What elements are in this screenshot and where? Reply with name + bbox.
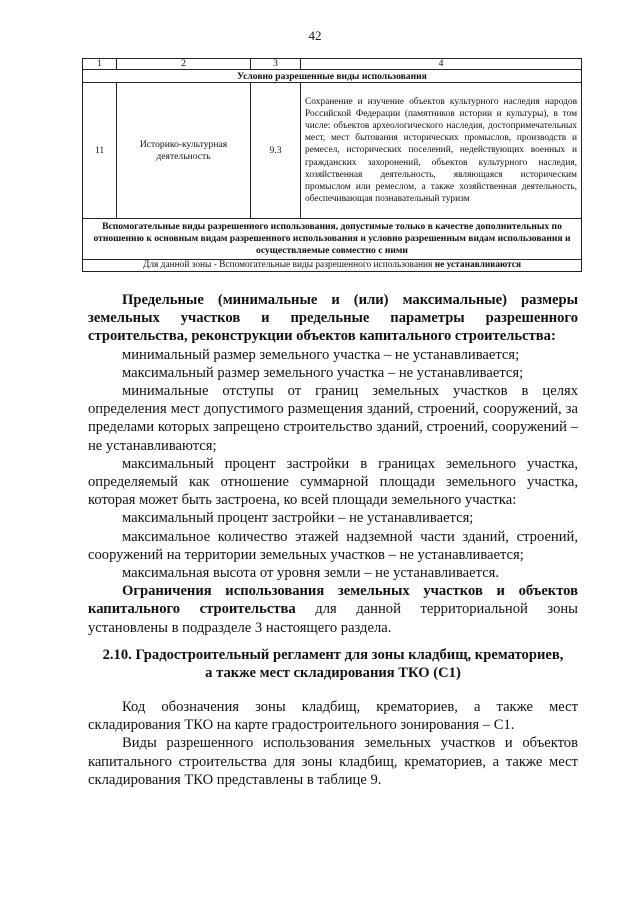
limits-block xyxy=(88,291,578,637)
section-row xyxy=(83,70,582,83)
table-header-row xyxy=(83,59,582,70)
section-title-line: 2.10. Градостроительный регламент для зоны кладбищ, крематориев, xyxy=(102,647,564,663)
page-number: 42 xyxy=(308,28,322,43)
header-cell: 2 xyxy=(117,59,251,70)
header-cell: 4 xyxy=(301,59,582,70)
limit-item: минимальные отступы от границ земельных участков в целях определения мест допустимого размещения зданий, строений, сооружений, за пределами которых запрещено строительство зданий, строений, сооружений – не устанавливаются; xyxy=(88,383,578,454)
footer-bold-text: не устанавливаются xyxy=(434,260,522,270)
limit-item: максимальный размер земельного участка – не устанавливается; xyxy=(122,364,524,381)
header-cell: 1 xyxy=(83,59,117,70)
section-title-heading xyxy=(88,646,578,682)
footer-cell xyxy=(83,260,582,272)
row-number: 11 xyxy=(83,83,117,219)
row-code: 9.3 xyxy=(251,83,301,219)
row-description: Сохранение и изучение объектов культурного наследия народов Российской Федерации (памятников истории и культуры), в том числе: объектов археологического наследия, достопримечательных мест, мест бытования исторических промыслов, производств и ремесел, исторических поселений, недействующих военных и гражданских захоронений, объектов культурного наследия, хозяйственная деятельность, являющаяся историческим промыслом или ремеслом, а также хозяйственная деятельность, обеспечивающая познавательный туризм xyxy=(301,83,582,219)
limit-item: максимальный процент застройки в границах земельного участка, определяемый как отношение суммарной площади земельного участка, которая может быть застроена, ко всей площади земельного участка: xyxy=(88,455,578,509)
restrictions-bold: Ограничения использования земельных участков и объектов капитального строительства xyxy=(88,583,578,618)
row-name: Историко-культурная деятельность xyxy=(117,83,251,219)
table-row xyxy=(83,83,582,219)
land-use-table xyxy=(82,58,582,272)
section-title: Условно разрешенные виды использования xyxy=(83,70,582,83)
header-cell: 3 xyxy=(251,59,301,70)
footer-row xyxy=(83,260,582,272)
aux-row xyxy=(83,219,582,260)
limit-item: максимальное количество этажей надземной части зданий, строений, сооружений на территории земельных участков – не устанавливается; xyxy=(88,528,578,563)
footer-text: Для данной зоны - Вспомогательные виды разрешенного использования xyxy=(142,260,435,270)
limit-item: максимальный процент застройки – не устанавливается; xyxy=(122,510,474,527)
section-paragraph: Виды разрешенного использования земельных участков и объектов капитального строительства для зоны кладбищ, крематориев, а также мест складирования ТКО представлены в таблице 9. xyxy=(88,735,578,788)
restrictions-paragraph xyxy=(88,582,578,637)
limit-item: минимальный размер земельного участка – не устанавливается; xyxy=(122,346,520,363)
limit-item: максимальная высота от уровня земли – не устанавливается. xyxy=(122,565,500,582)
section-title-line: а также мест складирования ТКО (С1) xyxy=(205,665,461,682)
restrictions-rest: для данной территориальной зоны установлены в подразделе 3 настоящего раздела. xyxy=(88,601,578,636)
section-body xyxy=(88,698,578,789)
limits-heading: Предельные (минимальные и (или) максимальные) размеры земельных участков и предельные параметры разрешенного строительства, реконструкции объектов капитального строительства: xyxy=(88,292,578,345)
aux-title: Вспомогательные виды разрешенного использования, допустимые только в качестве дополнительных по отношению к основным видам разрешенного использования и условно разрешенным видам использования и осуществляемые совместно с ними xyxy=(83,219,582,260)
section-paragraph: Код обозначения зоны кладбищ, крематориев, а также мест складирования ТКО на карте градостроительного зонирования – С1. xyxy=(88,699,578,734)
